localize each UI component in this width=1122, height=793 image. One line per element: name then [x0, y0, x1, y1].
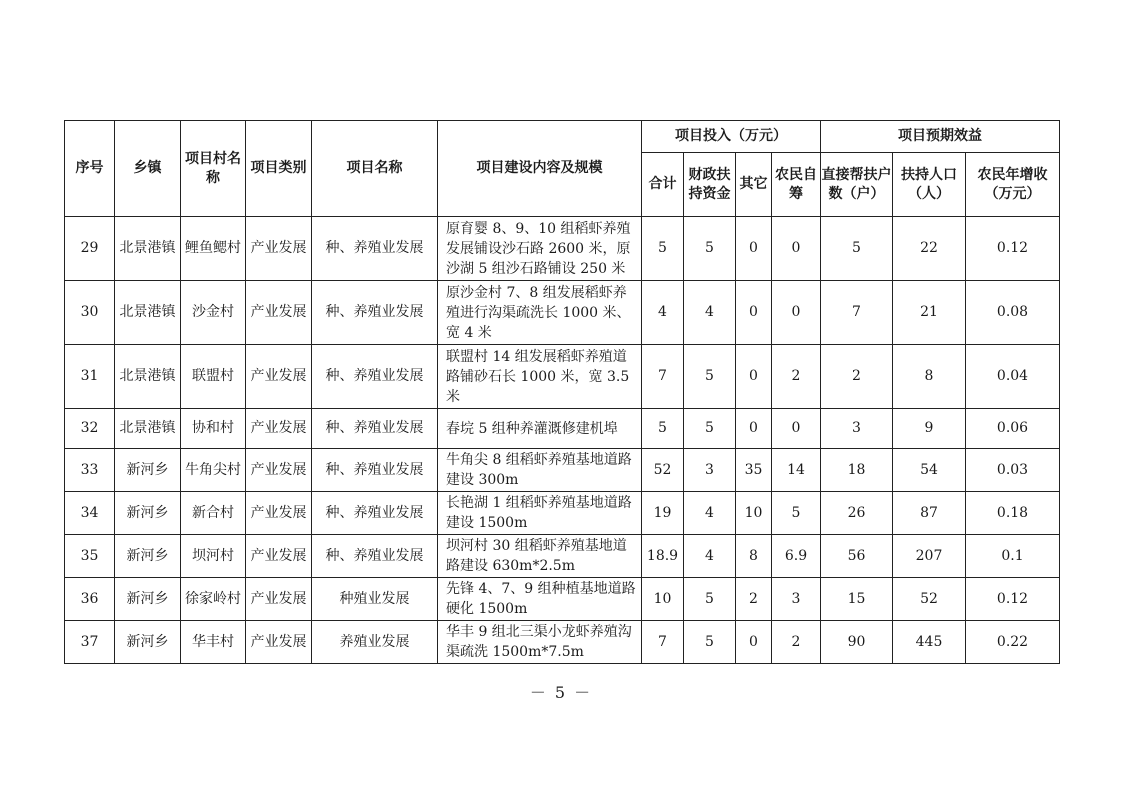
- cell-other: 0: [736, 409, 772, 449]
- cell-fiscal: 4: [684, 281, 736, 345]
- cell-name: 种、养殖业发展: [312, 217, 438, 281]
- header-population: 扶持人口（人）: [893, 153, 966, 217]
- cell-content: 华丰 9 组北三渠小龙虾养殖沟渠疏洗 1500m*7.5m: [438, 621, 642, 664]
- cell-town: 新河乡: [115, 535, 181, 578]
- cell-town: 北景港镇: [115, 281, 181, 345]
- cell-population: 54: [893, 449, 966, 492]
- cell-village: 徐家岭村: [181, 578, 246, 621]
- cell-households: 26: [821, 492, 893, 535]
- cell-total: 4: [642, 281, 684, 345]
- cell-name: 种殖业发展: [312, 578, 438, 621]
- cell-town: 新河乡: [115, 621, 181, 664]
- table-row: [65, 621, 1060, 664]
- cell-farmer: 6.9: [772, 535, 821, 578]
- cell-name: 种、养殖业发展: [312, 535, 438, 578]
- cell-content: 坝河村 30 组稻虾养殖基地道路建设 630m*2.5m: [438, 535, 642, 578]
- cell-fiscal: 5: [684, 578, 736, 621]
- cell-village: 鲤鱼鳃村: [181, 217, 246, 281]
- cell-fiscal: 5: [684, 217, 736, 281]
- cell-seq: 30: [65, 281, 115, 345]
- header-fiscal: 财政扶持资金: [684, 153, 736, 217]
- cell-name: 养殖业发展: [312, 621, 438, 664]
- cell-total: 7: [642, 345, 684, 409]
- cell-fiscal: 4: [684, 535, 736, 578]
- header-income: 农民年增收（万元）: [966, 153, 1060, 217]
- cell-other: 10: [736, 492, 772, 535]
- cell-category: 产业发展: [246, 578, 312, 621]
- cell-fiscal: 5: [684, 409, 736, 449]
- cell-village: 坝河村: [181, 535, 246, 578]
- project-table-page: [64, 120, 1060, 664]
- header-category: 项目类别: [246, 121, 312, 217]
- page-number: － 5 －: [529, 683, 593, 702]
- cell-village: 协和村: [181, 409, 246, 449]
- cell-town: 新河乡: [115, 578, 181, 621]
- cell-population: 21: [893, 281, 966, 345]
- cell-income: 0.12: [966, 578, 1060, 621]
- table-row: [65, 281, 1060, 345]
- cell-households: 2: [821, 345, 893, 409]
- header-other: 其它: [736, 153, 772, 217]
- cell-seq: 35: [65, 535, 115, 578]
- cell-farmer: 2: [772, 621, 821, 664]
- cell-content: 原沙金村 7、8 组发展稻虾养殖进行沟渠疏洗长 1000 米、宽 4 米: [438, 281, 642, 345]
- cell-other: 0: [736, 345, 772, 409]
- table-row: [65, 449, 1060, 492]
- cell-farmer: 14: [772, 449, 821, 492]
- cell-seq: 36: [65, 578, 115, 621]
- cell-other: 35: [736, 449, 772, 492]
- cell-income: 0.1: [966, 535, 1060, 578]
- cell-town: 北景港镇: [115, 409, 181, 449]
- cell-farmer: 0: [772, 217, 821, 281]
- header-total: 合计: [642, 153, 684, 217]
- cell-fiscal: 3: [684, 449, 736, 492]
- header-seq: 序号: [65, 121, 115, 217]
- cell-income: 0.22: [966, 621, 1060, 664]
- cell-name: 种、养殖业发展: [312, 492, 438, 535]
- cell-total: 10: [642, 578, 684, 621]
- project-table: [64, 120, 1060, 664]
- cell-content: 联盟村 14 组发展稻虾养殖道路铺砂石长 1000 米，宽 3.5 米: [438, 345, 642, 409]
- cell-income: 0.06: [966, 409, 1060, 449]
- cell-total: 5: [642, 409, 684, 449]
- cell-category: 产业发展: [246, 449, 312, 492]
- cell-households: 56: [821, 535, 893, 578]
- cell-category: 产业发展: [246, 281, 312, 345]
- header-benefit-group: 项目预期效益: [821, 121, 1060, 153]
- cell-seq: 32: [65, 409, 115, 449]
- cell-farmer: 3: [772, 578, 821, 621]
- cell-households: 7: [821, 281, 893, 345]
- cell-households: 3: [821, 409, 893, 449]
- cell-content: 原育婴 8、9、10 组稻虾养殖发展铺设沙石路 2600 米，原沙湖 5 组沙石路铺设 250 米: [438, 217, 642, 281]
- cell-total: 52: [642, 449, 684, 492]
- header-farmer: 农民自筹: [772, 153, 821, 217]
- table-row: [65, 492, 1060, 535]
- cell-village: 沙金村: [181, 281, 246, 345]
- cell-farmer: 5: [772, 492, 821, 535]
- cell-other: 0: [736, 281, 772, 345]
- cell-other: 0: [736, 621, 772, 664]
- cell-town: 北景港镇: [115, 345, 181, 409]
- header-content: 项目建设内容及规模: [438, 121, 642, 217]
- cell-town: 新河乡: [115, 492, 181, 535]
- table-body: [65, 217, 1060, 664]
- cell-income: 0.12: [966, 217, 1060, 281]
- table-row: [65, 578, 1060, 621]
- cell-income: 0.03: [966, 449, 1060, 492]
- cell-farmer: 0: [772, 409, 821, 449]
- cell-population: 22: [893, 217, 966, 281]
- cell-population: 9: [893, 409, 966, 449]
- table-row: [65, 535, 1060, 578]
- cell-village: 联盟村: [181, 345, 246, 409]
- cell-content: 长艳湖 1 组稻虾养殖基地道路建设 1500m: [438, 492, 642, 535]
- cell-population: 8: [893, 345, 966, 409]
- cell-seq: 37: [65, 621, 115, 664]
- cell-income: 0.18: [966, 492, 1060, 535]
- cell-content: 先锋 4、7、9 组种植基地道路硬化 1500m: [438, 578, 642, 621]
- cell-fiscal: 4: [684, 492, 736, 535]
- cell-seq: 31: [65, 345, 115, 409]
- header-households: 直接帮扶户数（户）: [821, 153, 893, 217]
- cell-village: 新合村: [181, 492, 246, 535]
- cell-households: 18: [821, 449, 893, 492]
- table-header: [65, 121, 1060, 217]
- header-project-name: 项目名称: [312, 121, 438, 217]
- cell-population: 87: [893, 492, 966, 535]
- cell-income: 0.08: [966, 281, 1060, 345]
- cell-name: 种、养殖业发展: [312, 345, 438, 409]
- cell-households: 5: [821, 217, 893, 281]
- cell-town: 新河乡: [115, 449, 181, 492]
- cell-income: 0.04: [966, 345, 1060, 409]
- cell-total: 7: [642, 621, 684, 664]
- cell-content: 春垸 5 组种养灌溉修建机埠: [438, 409, 642, 449]
- table-row: [65, 217, 1060, 281]
- cell-fiscal: 5: [684, 621, 736, 664]
- cell-name: 种、养殖业发展: [312, 449, 438, 492]
- cell-total: 18.9: [642, 535, 684, 578]
- cell-population: 445: [893, 621, 966, 664]
- cell-name: 种、养殖业发展: [312, 281, 438, 345]
- cell-category: 产业发展: [246, 409, 312, 449]
- cell-name: 种、养殖业发展: [312, 409, 438, 449]
- cell-category: 产业发展: [246, 535, 312, 578]
- cell-farmer: 0: [772, 281, 821, 345]
- cell-farmer: 2: [772, 345, 821, 409]
- cell-seq: 33: [65, 449, 115, 492]
- cell-seq: 29: [65, 217, 115, 281]
- cell-population: 52: [893, 578, 966, 621]
- cell-households: 15: [821, 578, 893, 621]
- cell-fiscal: 5: [684, 345, 736, 409]
- cell-other: 0: [736, 217, 772, 281]
- table-row: [65, 345, 1060, 409]
- cell-other: 8: [736, 535, 772, 578]
- cell-total: 19: [642, 492, 684, 535]
- cell-category: 产业发展: [246, 217, 312, 281]
- table-row: [65, 409, 1060, 449]
- cell-town: 北景港镇: [115, 217, 181, 281]
- cell-total: 5: [642, 217, 684, 281]
- cell-category: 产业发展: [246, 345, 312, 409]
- cell-seq: 34: [65, 492, 115, 535]
- header-town: 乡镇: [115, 121, 181, 217]
- cell-village: 牛角尖村: [181, 449, 246, 492]
- cell-content: 牛角尖 8 组稻虾养殖基地道路建设 300m: [438, 449, 642, 492]
- cell-other: 2: [736, 578, 772, 621]
- cell-village: 华丰村: [181, 621, 246, 664]
- cell-category: 产业发展: [246, 492, 312, 535]
- header-village: 项目村名称: [181, 121, 246, 217]
- header-investment-group: 项目投入（万元）: [642, 121, 821, 153]
- cell-households: 90: [821, 621, 893, 664]
- cell-category: 产业发展: [246, 621, 312, 664]
- cell-population: 207: [893, 535, 966, 578]
